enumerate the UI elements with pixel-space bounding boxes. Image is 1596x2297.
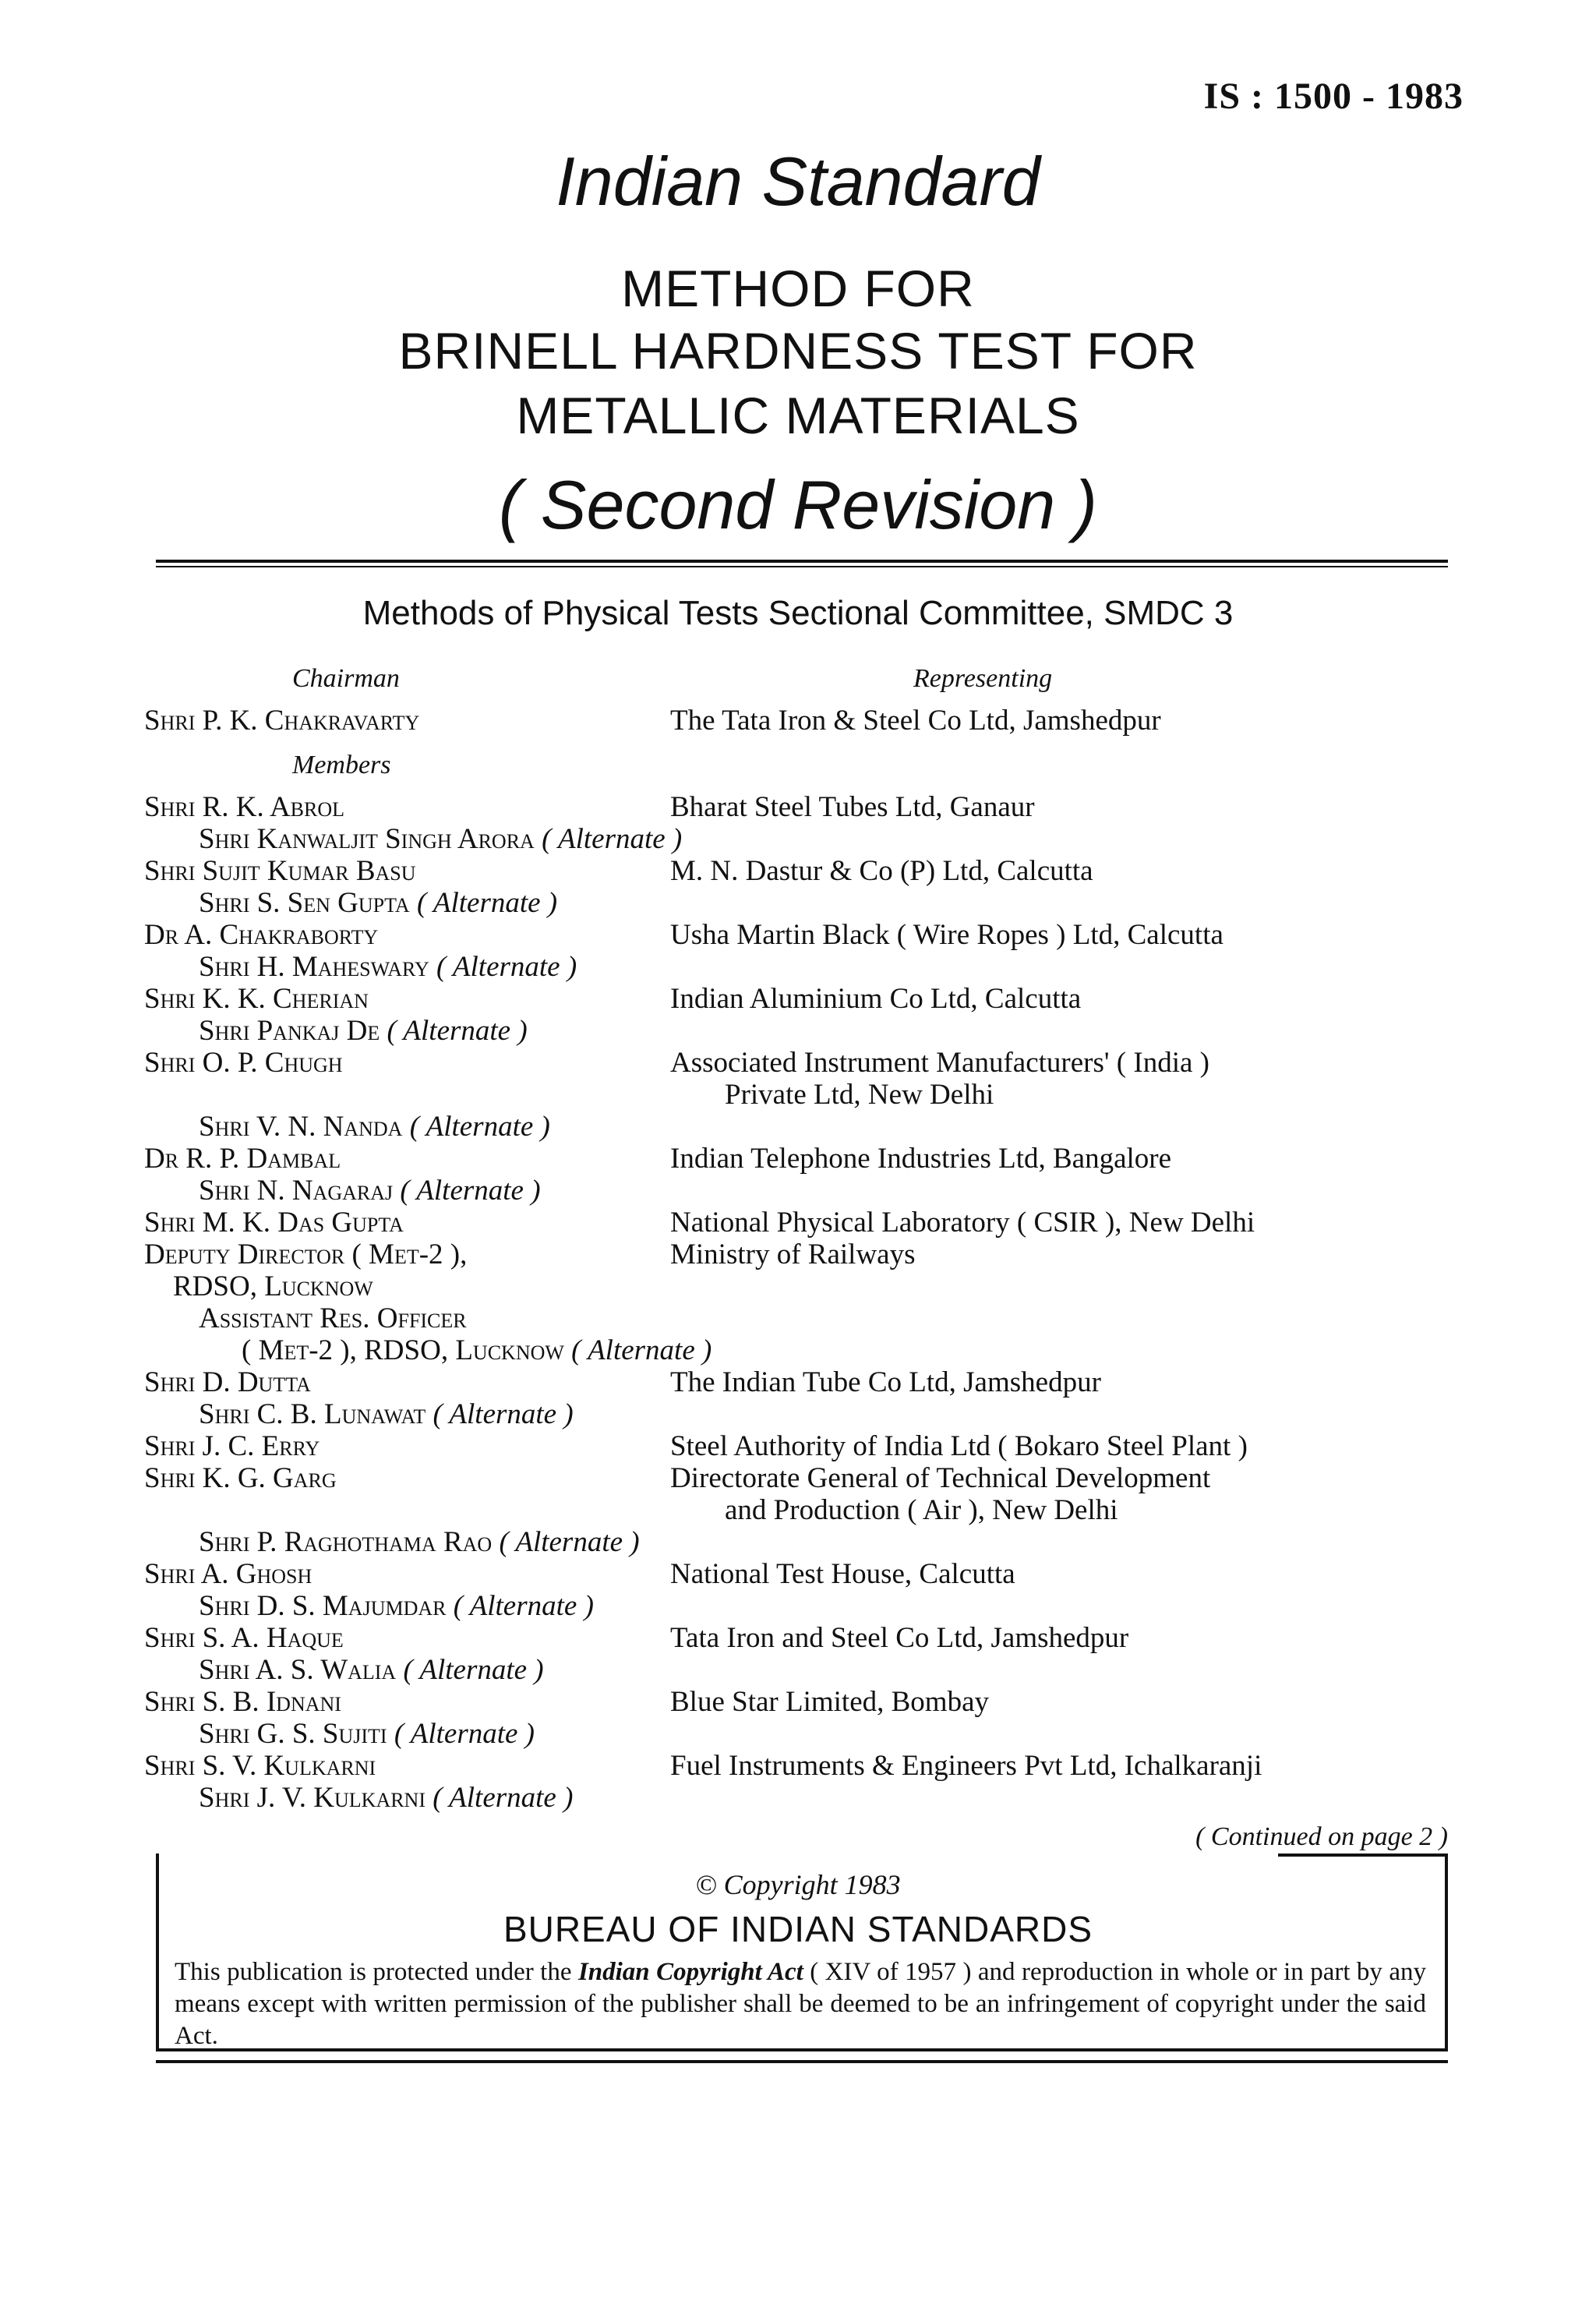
alternate-row — [0, 1174, 1596, 1208]
alternate-name: Shri G. S. Sujiti — [199, 1718, 387, 1750]
alternate-row — [0, 886, 1596, 921]
alternate-row — [0, 1014, 1596, 1048]
member-name: Shri J. C. Erry — [144, 1430, 320, 1462]
alternate-label: ( Alternate ) — [436, 951, 577, 983]
alternate-label: ( Alternate ) — [416, 887, 558, 919]
alternate-label: ( Alternate ) — [542, 823, 683, 855]
title-line-1: METHOD FOR — [621, 260, 975, 317]
member-row — [0, 1461, 1596, 1496]
member-org: Steel Authority of India Ltd ( Bokaro Steel Plant ) — [670, 1430, 1248, 1462]
alternate-name: Shri A. S. Walia — [199, 1654, 397, 1686]
member-name: Shri S. B. Idnani — [144, 1686, 341, 1718]
representing-label: Representing — [913, 664, 1053, 693]
alternate-name: Shri Kanwaljit Singh Arora — [199, 823, 535, 855]
alternate-label: ( Alternate ) — [387, 1015, 528, 1047]
chairman-org: The Tata Iron & Steel Co Ltd, Jamshedpur — [670, 705, 1161, 737]
member-row — [0, 1621, 1596, 1656]
member-org-continued: Private Ltd, New Delhi — [725, 1079, 994, 1111]
document-title: Indian Standard — [556, 143, 1040, 220]
member-row — [0, 790, 1596, 825]
member-org: Directorate General of Technical Development — [670, 1462, 1211, 1494]
member-org: Tata Iron and Steel Co Ltd, Jamshedpur — [670, 1622, 1129, 1654]
member-org: M. N. Dastur & Co (P) Ltd, Calcutta — [670, 855, 1093, 887]
member-org: National Test House, Calcutta — [670, 1558, 1015, 1590]
alternate-label: ( Alternate ) — [571, 1334, 712, 1366]
member-org: National Physical Laboratory ( CSIR ), New Delhi — [670, 1207, 1255, 1239]
member-name: Shri A. Ghosh — [144, 1558, 312, 1590]
standard-number: IS : 1500 - 1983 — [1203, 76, 1464, 117]
member-org: Bharat Steel Tubes Ltd, Ganaur — [670, 791, 1035, 823]
member-org: Ministry of Railways — [670, 1239, 916, 1270]
member-org: Fuel Instruments & Engineers Pvt Ltd, Ichalkaranji — [670, 1750, 1262, 1782]
member-name-continued-row — [0, 1270, 1596, 1304]
member-org: Usha Martin Black ( Wire Ropes ) Ltd, Calcutta — [670, 919, 1223, 951]
member-row — [0, 1749, 1596, 1783]
alternate-row — [0, 1781, 1596, 1815]
member-name: Shri S. V. Kulkarni — [144, 1750, 376, 1782]
member-row — [0, 1142, 1596, 1176]
alternate-row — [0, 1398, 1596, 1432]
member-org: Indian Telephone Industries Ltd, Bangalore — [670, 1143, 1172, 1175]
member-name: Dr R. P. Dambal — [144, 1143, 341, 1175]
member-name: Shri M. K. Das Gupta — [144, 1207, 404, 1239]
alternate-label: ( Alternate ) — [499, 1526, 640, 1558]
member-org: Indian Aluminium Co Ltd, Calcutta — [670, 983, 1082, 1015]
revision-title: ( Second Revision ) — [499, 466, 1097, 543]
member-row — [0, 1685, 1596, 1719]
member-row — [0, 1557, 1596, 1592]
copyright-line: © Copyright 1983 — [695, 1869, 901, 1900]
member-row — [0, 1206, 1596, 1240]
member-name: Shri K. G. Garg — [144, 1462, 337, 1494]
member-org-continued-row — [0, 1493, 1596, 1528]
alternate-name: Shri H. Maheswary — [199, 951, 429, 983]
alternate-label: ( Alternate ) — [394, 1718, 535, 1750]
member-name: Dr A. Chakraborty — [144, 919, 379, 951]
alternate-label: ( Alternate ) — [433, 1398, 574, 1430]
member-row — [0, 1366, 1596, 1400]
member-row — [0, 1046, 1596, 1080]
alternate-label: ( Alternate ) — [453, 1590, 594, 1622]
member-row — [0, 1238, 1596, 1272]
member-org-continued-row — [0, 1078, 1596, 1112]
continued-note: ( Continued on page 2 ) — [1195, 1822, 1448, 1851]
member-org-continued: and Production ( Air ), New Delhi — [725, 1494, 1118, 1526]
member-name: Shri D. Dutta — [144, 1366, 311, 1398]
alternate-label: ( Alternate ) — [409, 1111, 550, 1143]
alternate-row — [0, 1717, 1596, 1751]
committee-name: Methods of Physical Tests Sectional Committee, SMDC 3 — [362, 594, 1234, 632]
member-org: The Indian Tube Co Ltd, Jamshedpur — [670, 1366, 1101, 1398]
alternate-row — [0, 1110, 1596, 1144]
member-org: Associated Instrument Manufacturers' ( India ) — [670, 1047, 1209, 1079]
member-name-continued: RDSO, Lucknow — [173, 1270, 373, 1302]
alternate-row — [0, 1589, 1596, 1624]
publisher-name: BUREAU OF INDIAN STANDARDS — [503, 1909, 1093, 1949]
alternate-name: Shri C. B. Lunawat — [199, 1398, 426, 1430]
alternate-name: Assistant Res. Officer — [199, 1302, 467, 1334]
member-name: Shri K. K. Cherian — [144, 983, 369, 1015]
alternate-row-continued — [0, 1334, 1596, 1368]
alternate-name: Shri S. Sen Gupta — [199, 887, 410, 919]
members-label: Members — [292, 751, 391, 779]
member-name: Deputy Director ( Met-2 ), — [144, 1239, 468, 1270]
member-name: Shri O. P. Chugh — [144, 1047, 343, 1079]
title-divider — [156, 560, 1448, 563]
member-org: Blue Star Limited, Bombay — [670, 1686, 990, 1718]
member-name: Shri R. K. Abrol — [144, 791, 345, 823]
chairman-label: Chairman — [292, 664, 400, 693]
title-line-3: METALLIC MATERIALS — [516, 387, 1080, 444]
alternate-name: Shri Pankaj De — [199, 1015, 380, 1047]
alternate-name: Shri D. S. Majumdar — [199, 1590, 447, 1622]
alternate-label: ( Alternate ) — [403, 1654, 544, 1686]
member-row — [0, 854, 1596, 889]
alternate-row — [0, 1302, 1596, 1336]
alternate-row — [0, 822, 1596, 857]
title-line-2: BRINELL HARDNESS TEST FOR — [398, 322, 1198, 380]
alternate-name-continued: ( Met-2 ), RDSO, Lucknow — [242, 1334, 564, 1366]
alternate-name: Shri N. Nagaraj — [199, 1175, 394, 1207]
member-row — [0, 1429, 1596, 1464]
bottom-rule — [156, 2060, 1448, 2063]
alternate-label: ( Alternate ) — [400, 1175, 541, 1207]
alternate-name: Shri V. N. Nanda — [199, 1111, 403, 1143]
alternate-name: Shri J. V. Kulkarni — [199, 1782, 425, 1814]
alternate-name: Shri P. Raghothama Rao — [199, 1526, 493, 1558]
title-divider-thin — [156, 566, 1448, 567]
alternate-row — [0, 1525, 1596, 1560]
alternate-row — [0, 1653, 1596, 1687]
chairman-row — [0, 704, 1596, 738]
copyright-notice: This publication is protected under the Indian Copyright Act ( XIV of 1957 ) and reproduction in whole or in part by any means except with written permission of the publisher shall be deemed to be an infringement of copyright under the said Act. — [175, 1958, 1426, 2050]
chairman-name: Shri P. K. Chakravarty — [144, 705, 420, 737]
alternate-row — [0, 950, 1596, 984]
alternate-label: ( Alternate ) — [433, 1782, 574, 1814]
member-row — [0, 918, 1596, 952]
member-name: Shri S. A. Haque — [144, 1622, 344, 1654]
member-name: Shri Sujit Kumar Basu — [144, 855, 416, 887]
member-row — [0, 982, 1596, 1016]
